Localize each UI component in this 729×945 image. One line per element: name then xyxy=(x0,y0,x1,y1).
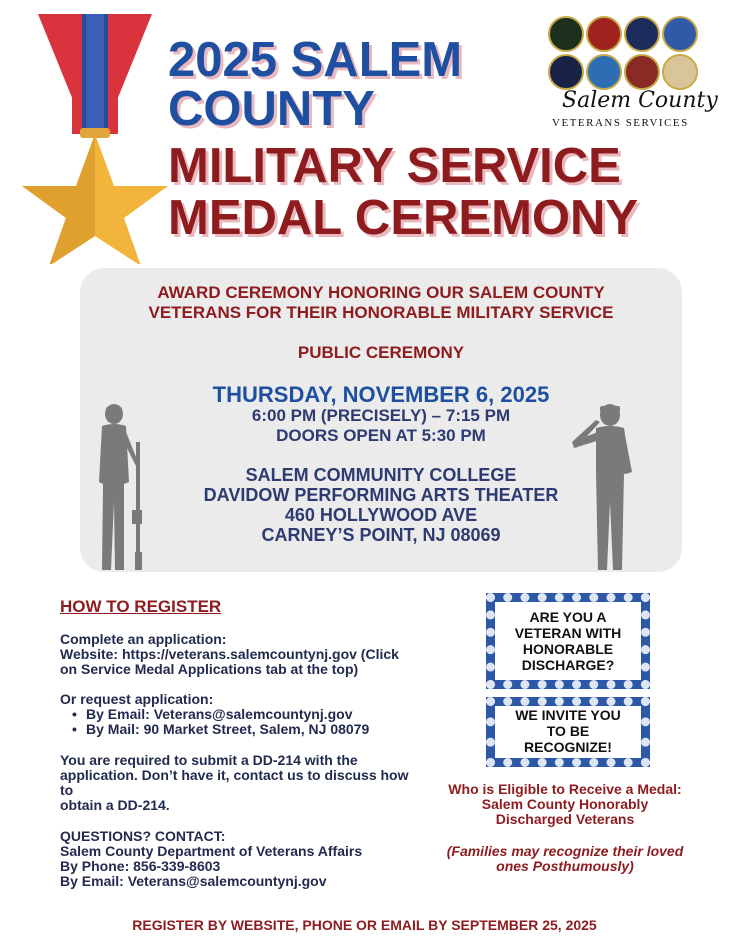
space-force-seal-icon xyxy=(548,54,584,90)
title-line-4: MEDAL CEREMONY xyxy=(168,191,639,245)
box2-line-2: TO BE xyxy=(546,723,590,739)
email-method: • By Email: Veterans@salemcountynj.gov xyxy=(72,707,369,722)
marine-seal-icon xyxy=(586,16,622,52)
mail-method: • By Mail: 90 Market Street, Salem, NJ 08079 xyxy=(72,722,369,737)
eligibility-text: Who is Eligible to Receive a Medal: Salem County Honorably Discharged Veterans xyxy=(448,781,682,827)
county-seal-icon xyxy=(662,54,698,90)
complete-application-text: Complete an application: Website: https://veterans.salemcountynj.gov (Click on Service Medal Applications tab at the top) xyxy=(60,631,399,677)
how-to-register-heading: HOW TO REGISTER xyxy=(60,597,222,616)
box1-line-3: HONORABLE xyxy=(522,641,614,657)
coast-guard-seal-icon xyxy=(586,54,622,90)
veteran-question-box xyxy=(486,593,650,689)
venue-line-1: SALEM COMMUNITY COLLEGE xyxy=(245,465,517,485)
title-line-1: 2025 SALEM xyxy=(168,33,463,87)
veterans-services-logo xyxy=(544,14,718,132)
venue-line-2: DAVIDOW PERFORMING ARTS THEATER xyxy=(203,485,559,505)
national-guard-seal-icon xyxy=(624,54,660,90)
box2-line-3: RECOGNIZE! xyxy=(524,739,612,755)
event-time: 6:00 PM (PRECISELY) – 7:15 PM xyxy=(251,406,511,425)
request-application-text: Or request application: xyxy=(60,691,214,707)
logo-script-text: Salem County xyxy=(562,88,718,113)
box1-line-1: ARE YOU A xyxy=(529,609,607,625)
event-date: THURSDAY, NOVEMBER 6, 2025 xyxy=(212,382,550,407)
logo-subtitle: VETERANS SERVICES xyxy=(552,117,689,129)
address-line-1: 460 HOLLYWOOD AVE xyxy=(284,505,478,525)
medal-icon xyxy=(20,14,170,264)
air-force-seal-icon xyxy=(662,16,698,52)
navy-seal-icon xyxy=(624,16,660,52)
address-line-2: CARNEY’S POINT, NJ 08069 xyxy=(261,525,501,545)
box1-line-2: VETERAN WITH xyxy=(514,625,622,641)
soldier-with-rifle-icon xyxy=(96,402,152,572)
public-ceremony-label: PUBLIC CEREMONY xyxy=(297,343,465,362)
intro-line-2: VETERANS FOR THEIR HONORABLE MILITARY SERVICE xyxy=(148,303,614,322)
posthumous-note: (Families may recognize their loved ones Posthumously) xyxy=(446,843,684,874)
invite-box xyxy=(486,697,650,767)
army-seal-icon xyxy=(548,16,584,52)
box1-line-4: DISCHARGE? xyxy=(521,657,615,673)
registration-deadline: REGISTER BY WEBSITE, PHONE OR EMAIL BY SEPTEMBER 25, 2025 xyxy=(132,917,597,933)
box2-line-1: WE INVITE YOU xyxy=(515,707,621,723)
title-line-3: MILITARY SERVICE xyxy=(168,139,621,193)
doors-open: DOORS OPEN AT 5:30 PM xyxy=(276,426,486,445)
title-line-2: COUNTY xyxy=(168,82,375,136)
contact-info: QUESTIONS? CONTACT: Salem County Department of Veterans Affairs By Phone: 856-339-8603 By Email: Veterans@salemcountynj.gov xyxy=(60,828,363,889)
request-methods-list xyxy=(72,707,369,737)
intro-line-1: AWARD CEREMONY HONORING OUR SALEM COUNTY xyxy=(157,283,605,302)
dd214-requirement-text: You are required to submit a DD-214 with the application. Don’t have it, contact us to discuss how to obtain a DD-214. xyxy=(60,752,409,813)
saluting-soldier-icon xyxy=(566,402,642,572)
